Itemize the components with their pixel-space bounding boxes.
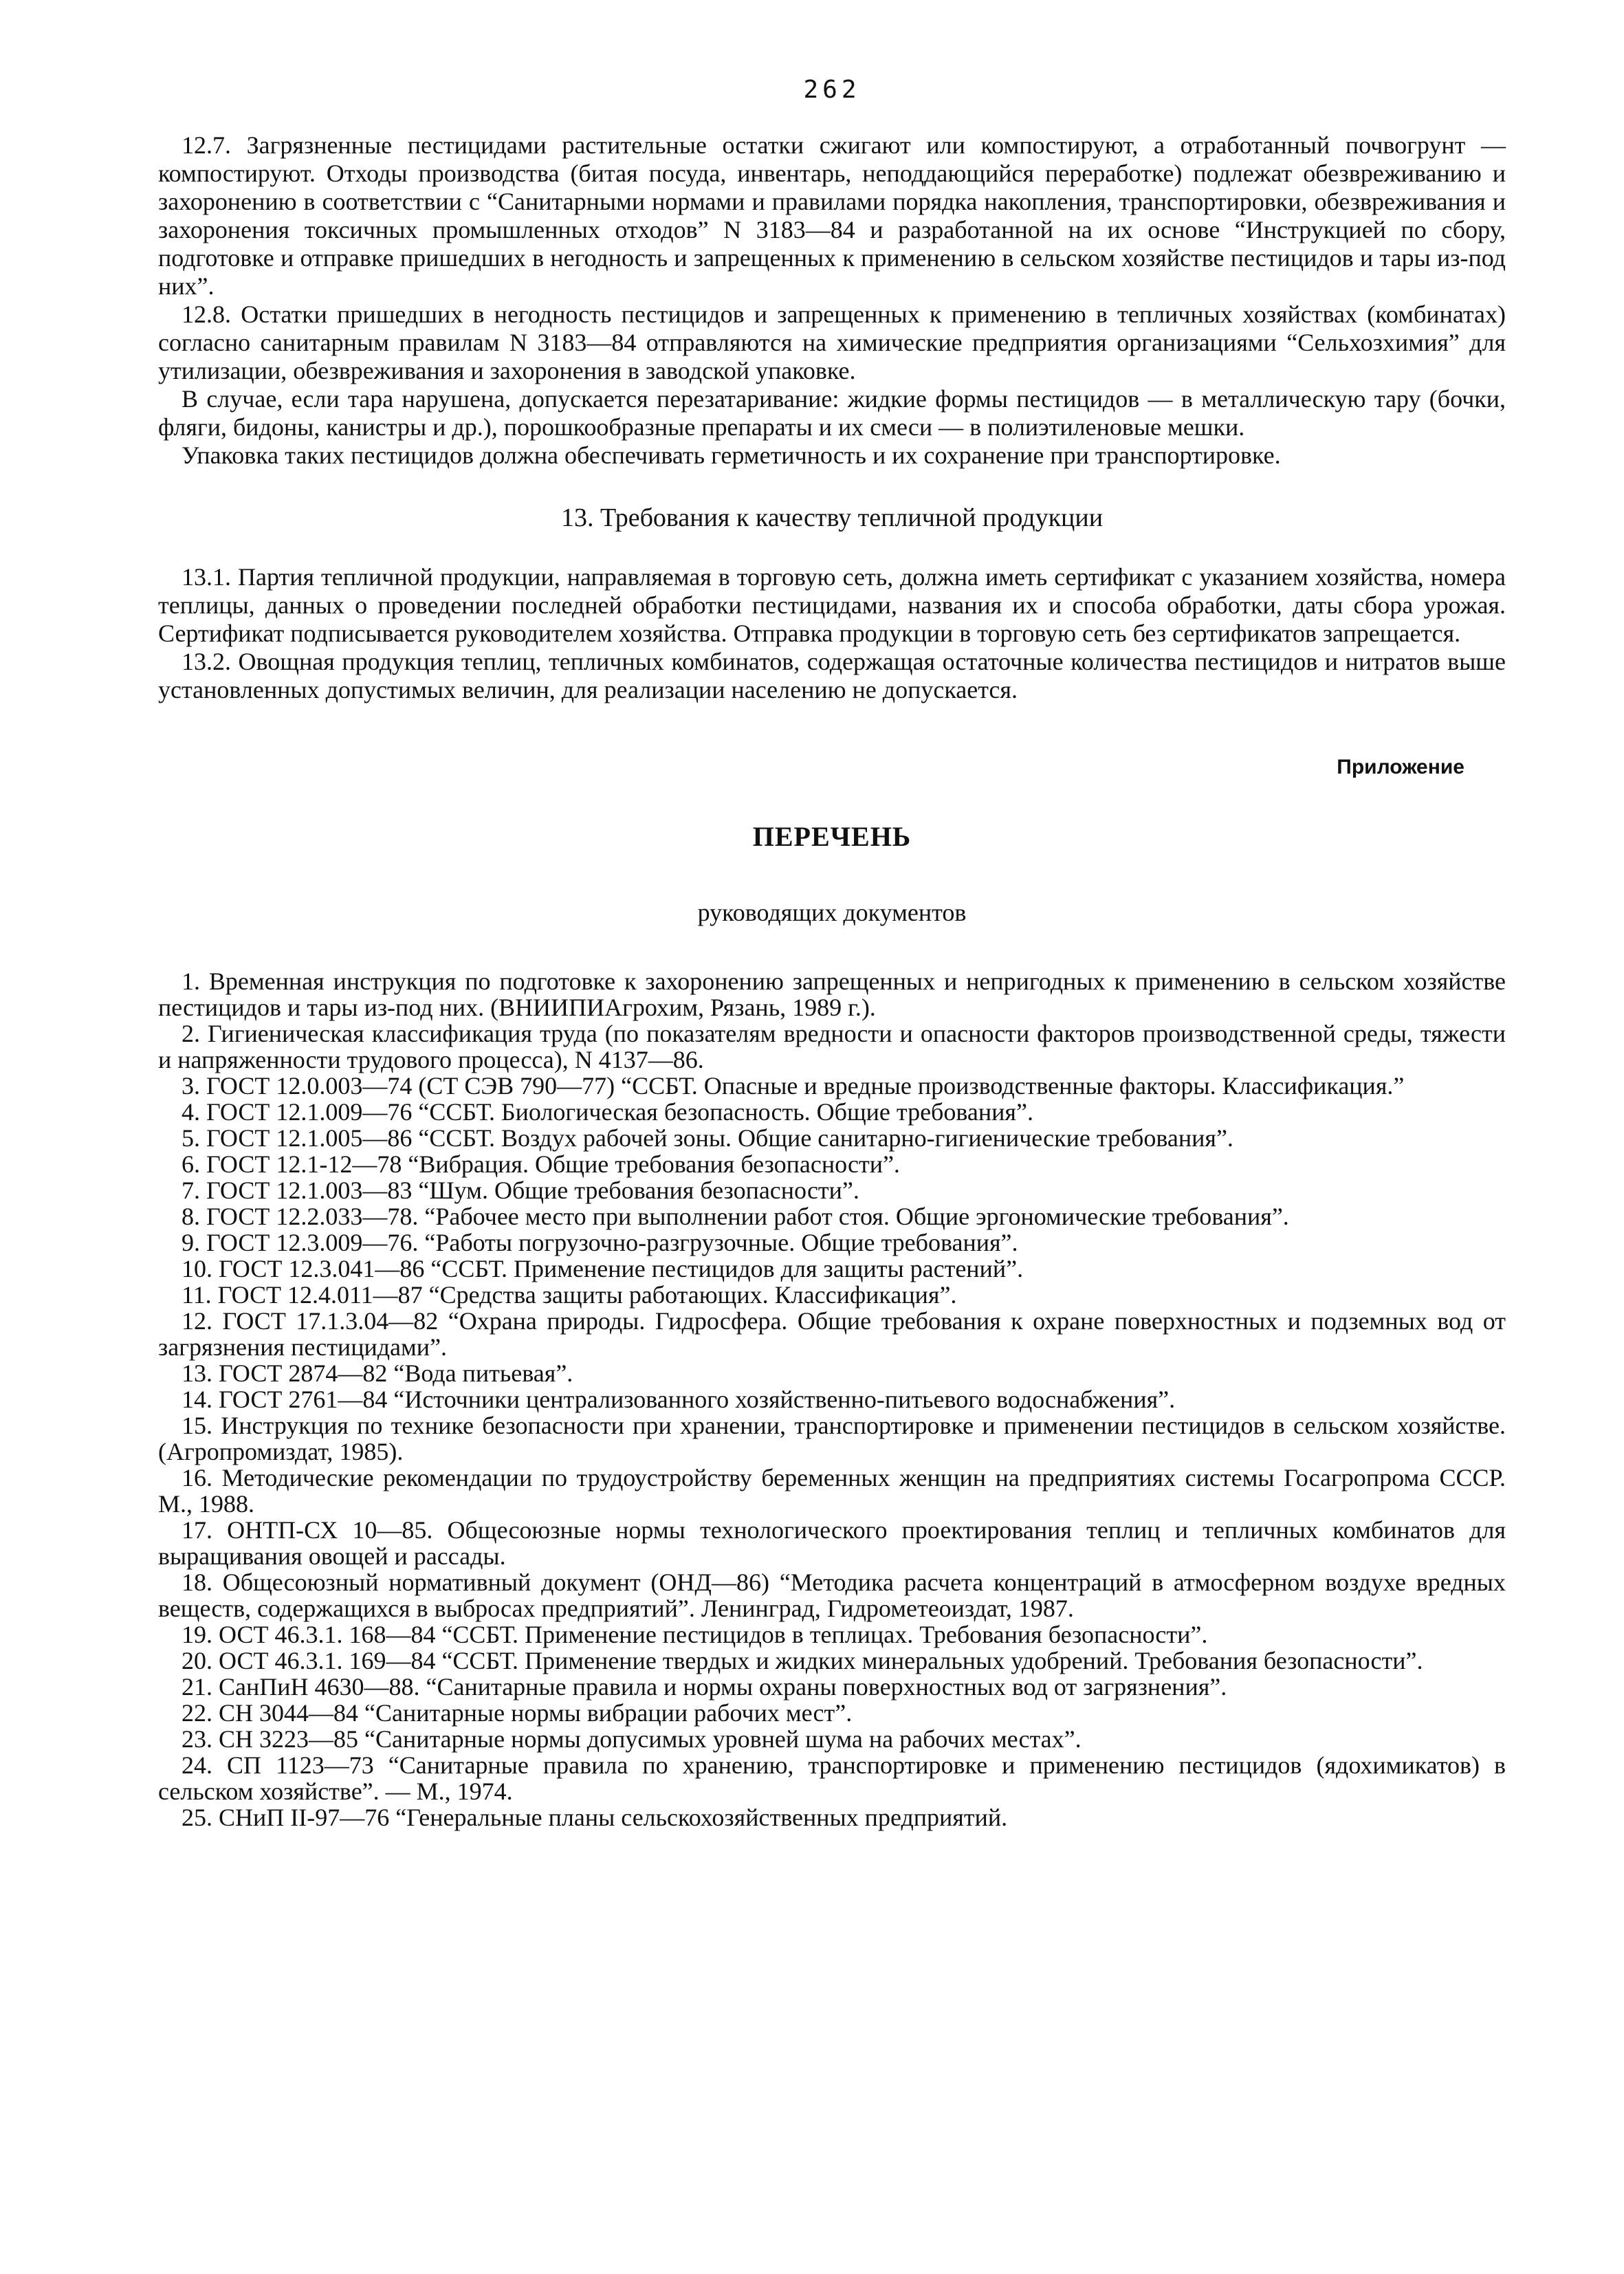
list-subtitle: руководящих документов (697, 899, 967, 926)
section-13-body (158, 563, 1506, 704)
document-item: 6. ГОСТ 12.1-12—78 “Вибрация. Общие требования безопасности”. (182, 1150, 900, 1178)
document-item: 22. СН 3044—84 “Санитарные нормы вибрации рабочих мест”. (182, 1699, 853, 1727)
document-item: 2. Гигиеническая классификация труда (по показателям вредности и опасности факторов производственной среды, тяжести и напряженности трудового процесса), N 4137—86. (158, 1020, 1506, 1073)
document-item: 12. ГОСТ 17.1.3.04—82 “Охрана природы. Гидросфера. Общие требования к охране поверхностных и подземных вод от загрязнения пестицидами”. (158, 1307, 1506, 1361)
section-13-title: 13. Требования к качеству тепличной продукции (560, 503, 1104, 532)
page-number: 262 (803, 76, 861, 104)
paragraph-13-1: 13.1. Партия тепличной продукции, направляемая в торговую сеть, должна иметь сертификат с указанием хозяйства, номера теплицы, данных о проведении последней обработки пестицидами, названия их и способа обработки, даты сбора урожая. Сертификат подписывается руководителем хозяйства. Отправка продукции в торговую сеть без сертификатов запрещается. (158, 563, 1506, 647)
document-item: 3. ГОСТ 12.0.003—74 (СТ СЭВ 790—77) “ССБТ. Опасные и вредные производственные факторы. Классификация.” (182, 1072, 1405, 1100)
document-item: 4. ГОСТ 12.1.009—76 “ССБТ. Биологическая безопасность. Общие требования”. (182, 1098, 1033, 1126)
document-item: 24. СП 1123—73 “Санитарные правила по хранению, транспортировке и применению пестицидов (ядохимикатов) в сельском хозяйстве”. — М., 1974. (158, 1751, 1506, 1805)
paragraph-12-8: 12.8. Остатки пришедших в негодность пестицидов и запрещенных к применению в тепличных хозяйствах (комбинатах) согласно санитарным правилам N 3183—84 отправляются на химические предприятия организациями “Сельхозхимия” для утилизации, обезвреживания и захоронения в заводской упаковке. (158, 300, 1506, 384)
document-item: 13. ГОСТ 2874—82 “Вода питьевая”. (182, 1359, 573, 1387)
document-item: 5. ГОСТ 12.1.005—86 “ССБТ. Воздух рабочей зоны. Общие санитарно-гигиенические требования”. (182, 1124, 1233, 1152)
document-item: 18. Общесоюзный нормативный документ (ОНД—86) “Методика расчета концентраций в атмосферном воздухе вредных веществ, содержащихся в выбросах предприятий”. Ленинград, Гидрометеоиздат, 1987. (158, 1568, 1506, 1622)
paragraph-packaging-requirements: Упаковка таких пестицидов должна обеспечивать герметичность и их сохранение при транспортировке. (182, 441, 1281, 469)
document-item: 7. ГОСТ 12.1.003—83 “Шум. Общие требования безопасности”. (182, 1177, 859, 1204)
document-item: 21. СанПиН 4630—88. “Санитарные правила и нормы охраны поверхностных вод от загрязнения”. (182, 1673, 1227, 1701)
document-item: 20. ОСТ 46.3.1. 169—84 “ССБТ. Применение твердых и жидких минеральных удобрений. Требования безопасности”. (182, 1647, 1423, 1674)
document-item: 16. Методические рекомендации по трудоустройству беременных женщин на предприятиях системы Госагропрома СССР. М., 1988. (158, 1464, 1506, 1518)
document-page (158, 76, 1506, 1830)
paragraph-13-2: 13.2. Овощная продукция теплиц, тепличных комбинатов, содержащая остаточные количества пестицидов и нитратов выше установленных допустимых величин, для реализации населению не допускается. (158, 648, 1506, 703)
document-item: 10. ГОСТ 12.3.041—86 “ССБТ. Применение пестицидов для защиты растений”. (182, 1255, 1024, 1282)
document-item: 9. ГОСТ 12.3.009—76. “Работы погрузочно-разгрузочные. Общие требования”. (182, 1229, 1018, 1256)
document-item: 23. СН 3223—85 “Санитарные нормы допусимых уровней шума на рабочих местах”. (182, 1725, 1082, 1753)
document-item: 19. ОСТ 46.3.1. 168—84 “ССБТ. Применение пестицидов в теплицах. Требования безопасности”. (182, 1621, 1208, 1648)
paragraph-12-7: 12.7. Загрязненные пестицидами растительные остатки сжигают или компостируют, а отработанный почвогрунт — компостируют. Отходы производства (битая посуда, инвентарь, неподдающийся переработке) подлежат обезвреживанию и захоронению в соответствии с “Санитарными нормами и правилами порядка накопления, транспортировки, обезвреживания и захоронения токсичных промышленных отходов” N 3183—84 и разработанной на их основе “Инструкцией по сбору, подготовке и отправке пришедших в негодность и запрещенных к применению в сельском хозяйстве пестицидов и тары из-под них”. (158, 131, 1506, 300)
list-title: ПЕРЕЧЕНЬ (752, 821, 912, 852)
document-item: 25. СНиП II-97—76 “Генеральные планы сельскохозяйственных предприятий. (182, 1804, 1008, 1831)
document-item: 11. ГОСТ 12.4.011—87 “Средства защиты работающих. Классификация”. (182, 1281, 957, 1309)
document-item: 14. ГОСТ 2761—84 “Источники централизованного хозяйственно-питьевого водоснабжения”. (182, 1386, 1176, 1413)
document-item: 17. ОНТП-СХ 10—85. Общесоюзные нормы технологического проектирования теплиц и тепличных комбинатов для выращивания овощей и рассады. (158, 1516, 1506, 1570)
document-item: 8. ГОСТ 12.2.033—78. “Рабочее место при выполнении работ стоя. Общие эргономические требования”. (182, 1203, 1289, 1230)
paragraph-repackaging: В случае, если тара нарушена, допускается перезатаривание: жидкие формы пестицидов — в металлическую тару (бочки, фляги, бидоны, канистры и др.), порошкообразные препараты и их смеси — в полиэтиленовые мешки. (158, 385, 1506, 441)
documents-list (158, 968, 1506, 1830)
section-12-body (158, 131, 1506, 470)
document-item: 1. Временная инструкция по подготовке к захоронению запрещенных и непригодных к применению в сельском хозяйстве пестицидов и тары из-под них. (ВНИИПИАгрохим, Рязань, 1989 г.). (158, 967, 1506, 1021)
appendix-label: Приложение (1337, 756, 1464, 778)
document-item: 15. Инструкция по технике безопасности при хранении, транспортировке и применении пестицидов в сельском хозяйстве. (Агропромиздат, 1985). (158, 1412, 1506, 1465)
